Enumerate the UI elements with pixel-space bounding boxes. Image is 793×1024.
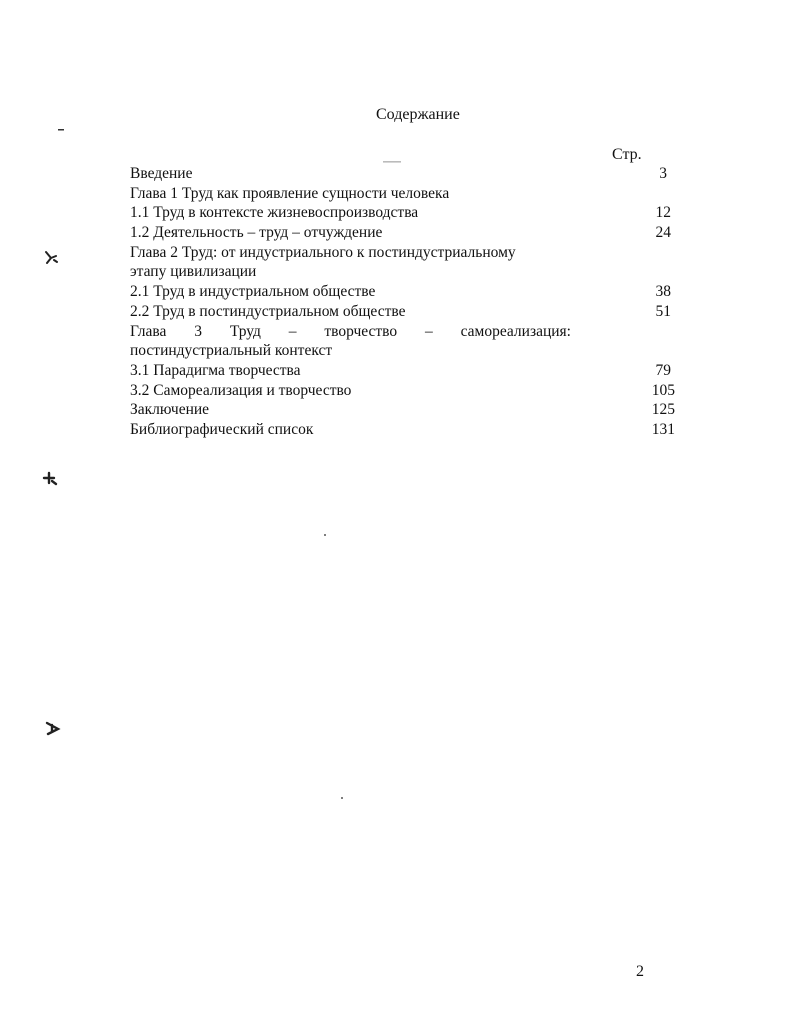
toc-entry-text: Введение [130,165,193,182]
table-of-contents [130,164,675,440]
scan-smudge-mark [42,250,60,266]
toc-entry-page: 131 [651,420,675,438]
toc-entry [130,322,675,342]
toc-entry [130,420,675,440]
toc-entry [130,223,675,243]
toc-entry-text: Глава 1 Труд как проявление сущности человека [130,184,450,202]
toc-entry-text: Заключение [130,401,210,419]
toc-entry-text: этапу цивилизации [130,263,257,281]
page-column-label: Стр. [612,146,642,163]
toc-entry [130,361,675,381]
toc-entry-page: 79 [655,361,671,379]
toc-entry [130,164,675,184]
toc-entry-text: Глава 3 Труд – творчество – самореализация: [130,322,571,340]
toc-entry [130,262,675,282]
toc-entry-text: 1.2 Деятельность – труд – отчуждение [130,224,383,242]
toc-entry-page: 3 [659,165,667,182]
toc-entry [130,341,675,361]
toc-entry-page: 12 [655,204,671,222]
toc-entry [130,302,675,322]
toc-entry-page: 51 [655,302,671,320]
toc-entry-text: 2.2 Труд в постиндустриальном обществе [130,302,406,320]
toc-entry [130,381,675,401]
scan-smudge-mark [42,471,60,487]
scan-speck-mark [340,796,344,800]
toc-entry-text: 2.1 Труд в индустриальном обществе [130,283,376,301]
toc-entry [130,243,675,263]
toc-entry-page: 24 [655,224,671,242]
scan-speck-mark [323,533,327,537]
scan-speck-mark [58,128,66,132]
toc-entry [130,400,675,420]
toc-entry-text: 3.2 Самореализация и творчество [130,381,352,399]
toc-entry-text: 3.1 Парадигма творчества [130,361,301,379]
page-title: Содержание [376,106,460,123]
toc-entry-text: Глава 2 Труд: от индустриального к постиндустриальному [130,243,516,261]
toc-entry-page: 38 [655,283,671,301]
toc-entry [130,203,675,223]
toc-entry-page: 105 [651,381,675,399]
page-number: 2 [636,963,644,980]
toc-entry-page: 125 [651,401,675,419]
toc-entry-text: Библиографический список [130,420,314,438]
toc-entry [130,184,675,204]
scan-smudge-mark [44,720,62,736]
toc-entry-text: 1.1 Труд в контексте жизневоспроизводства [130,204,419,222]
toc-entry-text: постиндустриальный контекст [130,342,333,360]
scan-speck-mark [383,160,403,164]
toc-entry [130,282,675,302]
